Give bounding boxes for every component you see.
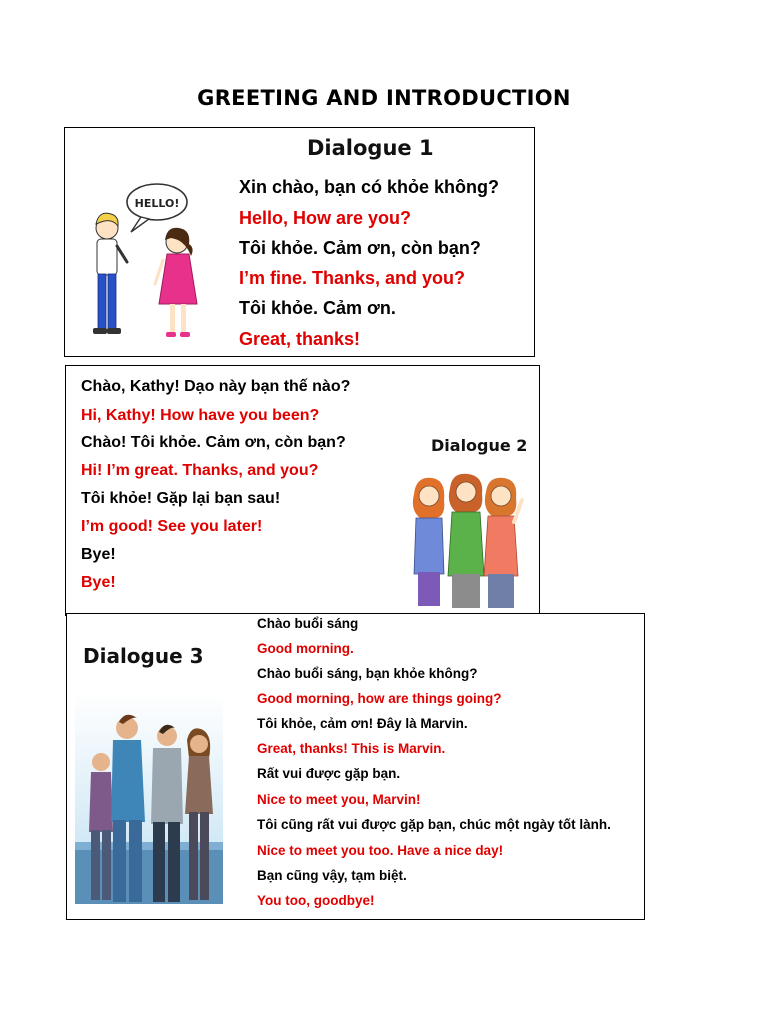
dialogue-2-box bbox=[65, 365, 540, 616]
dialogue-2-line: Hi! I’m great. Thanks, and you? bbox=[81, 462, 319, 479]
dialogue-3-line: Good morning, how are things going? bbox=[257, 691, 502, 706]
dialogue-2-title: Dialogue 2 bbox=[431, 436, 528, 455]
dialogue-2-line: Chào! Tôi khỏe. Cảm ơn, còn bạn? bbox=[81, 434, 346, 451]
page-title: GREETING AND INTRODUCTION bbox=[197, 86, 571, 110]
dialogue-3-line: Nice to meet you too. Have a nice day! bbox=[257, 843, 504, 858]
dialogue-3-line: You too, goodbye! bbox=[257, 893, 375, 908]
dialogue-3-line: Tôi cũng rất vui được gặp bạn, chúc một ngày tốt lành. bbox=[257, 817, 611, 832]
dialogue-1-line: Tôi khỏe. Cảm ơn. bbox=[239, 298, 396, 318]
dialogue-1-box bbox=[64, 127, 535, 357]
dialogue-1-title: Dialogue 1 bbox=[307, 136, 434, 160]
dialogue-3-line: Great, thanks! This is Marvin. bbox=[257, 741, 446, 756]
three-girls-illustration bbox=[406, 464, 526, 608]
dialogue-3-box bbox=[66, 613, 645, 920]
dialogue-2-line: Tôi khỏe! Gặp lại bạn sau! bbox=[81, 490, 281, 507]
dialogue-3-line: Rất vui được gặp bạn. bbox=[257, 766, 401, 781]
dialogue-2-line: Bye! bbox=[81, 574, 116, 591]
four-people-illustration bbox=[75, 692, 223, 904]
dialogue-3-line: Good morning. bbox=[257, 641, 354, 656]
dialogue-1-line: Xin chào, bạn có khỏe không? bbox=[239, 177, 500, 197]
dialogue-3-title: Dialogue 3 bbox=[83, 644, 204, 668]
dialogue-2-line: Chào, Kathy! Dạo này bạn thế nào? bbox=[81, 378, 351, 395]
dialogue-2-line: Hi, Kathy! How have you been? bbox=[81, 407, 320, 424]
dialogue-3-line: Chào buổi sáng, bạn khỏe không? bbox=[257, 666, 478, 681]
dialogue-1-line: Tôi khỏe. Cảm ơn, còn bạn? bbox=[239, 238, 481, 258]
hello-bubble-text: HELLO! bbox=[134, 197, 180, 210]
hello-kids-illustration bbox=[79, 180, 209, 350]
dialogue-3-line: Chào buổi sáng bbox=[257, 616, 359, 631]
dialogue-3-line: Bạn cũng vậy, tạm biệt. bbox=[257, 868, 407, 883]
dialogue-3-line: Nice to meet you, Marvin! bbox=[257, 792, 421, 807]
dialogue-2-line: Bye! bbox=[81, 546, 116, 563]
dialogue-1-line: I’m fine. Thanks, and you? bbox=[239, 268, 466, 288]
dialogue-1-line: Great, thanks! bbox=[239, 329, 361, 349]
dialogue-1-line: Hello, How are you? bbox=[239, 208, 412, 228]
dialogue-3-line: Tôi khỏe, cảm ơn! Đây là Marvin. bbox=[257, 716, 468, 731]
dialogue-2-line: I’m good! See you later! bbox=[81, 518, 263, 535]
